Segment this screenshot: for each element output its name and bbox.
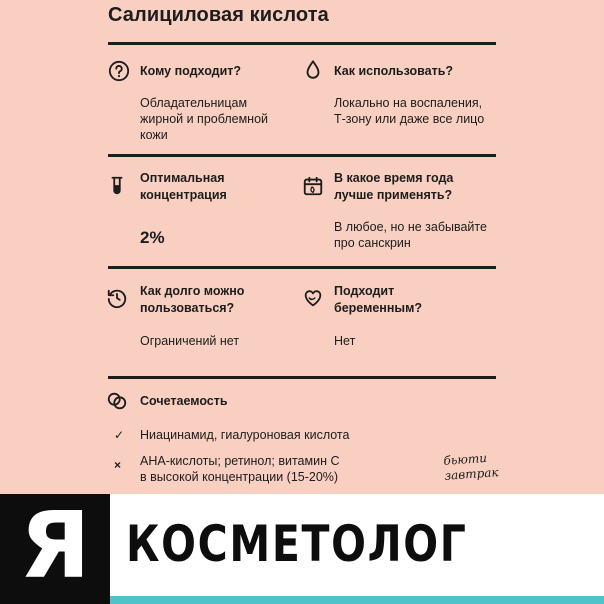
- drop-icon: [302, 59, 324, 81]
- pregnancy-text: Нет: [334, 334, 356, 348]
- season-heading-2: лучше применять?: [334, 188, 453, 202]
- banner-accent-bar: [110, 596, 604, 604]
- divider: [108, 376, 496, 379]
- ya-logo: [0, 494, 110, 604]
- who-text-2: жирной и проблемной: [140, 112, 269, 126]
- rings-icon: [106, 390, 128, 412]
- pregnancy-heading-2: беременным?: [334, 301, 422, 315]
- compat-good: Ниацинамид, гиалуроновая кислота: [140, 428, 350, 442]
- clock-icon: [106, 287, 128, 309]
- heart-hand-icon: [302, 287, 324, 309]
- cross-icon: ×: [114, 458, 122, 472]
- concentration-heading-2: концентрация: [140, 188, 227, 202]
- banner-title: КОСМЕТОЛОГ: [126, 515, 468, 573]
- concentration-value: 2%: [140, 228, 165, 247]
- compat-heading: Сочетаемость: [140, 394, 228, 408]
- season-heading-1: В какое время года: [334, 171, 454, 185]
- check-icon: ✓: [114, 428, 125, 442]
- duration-text: Ограничений нет: [140, 334, 240, 348]
- test-tube-icon: [106, 175, 128, 197]
- brand-line-1: бьюти: [443, 450, 488, 468]
- pregnancy-heading-1: Подходит: [334, 284, 395, 298]
- compat-bad-1: АНА-кислоты; ретинол; витамин С: [140, 454, 340, 468]
- brand-logo: [443, 450, 499, 484]
- duration-heading-1: Как долго можно: [140, 284, 245, 298]
- duration-heading-2: пользоваться?: [140, 301, 235, 315]
- who-heading: Кому подходит?: [140, 64, 242, 78]
- concentration-heading-1: Оптимальная: [140, 171, 225, 185]
- brand-line-2: завтрак: [444, 465, 499, 483]
- page-title: Салициловая кислота: [108, 4, 329, 26]
- who-text-3: кожи: [140, 128, 168, 142]
- divider: [108, 266, 496, 269]
- how-heading: Как использовать?: [334, 64, 454, 78]
- season-text-1: В любое, но не забывайте: [334, 220, 487, 234]
- question-icon: [108, 60, 130, 82]
- season-text-2: про санскрин: [334, 236, 411, 250]
- calendar-leaf-icon: [302, 175, 324, 197]
- who-text-1: Обладательницам: [140, 96, 248, 110]
- how-text-1: Локально на воспаления,: [334, 96, 483, 110]
- divider: [108, 42, 496, 45]
- compat-bad-2: в высокой концентрации (15-20%): [140, 470, 339, 484]
- how-text-2: Т-зону или даже все лицо: [334, 112, 485, 126]
- banner: [0, 494, 604, 604]
- ya-logo-letter: Я: [19, 492, 91, 599]
- divider: [108, 154, 496, 157]
